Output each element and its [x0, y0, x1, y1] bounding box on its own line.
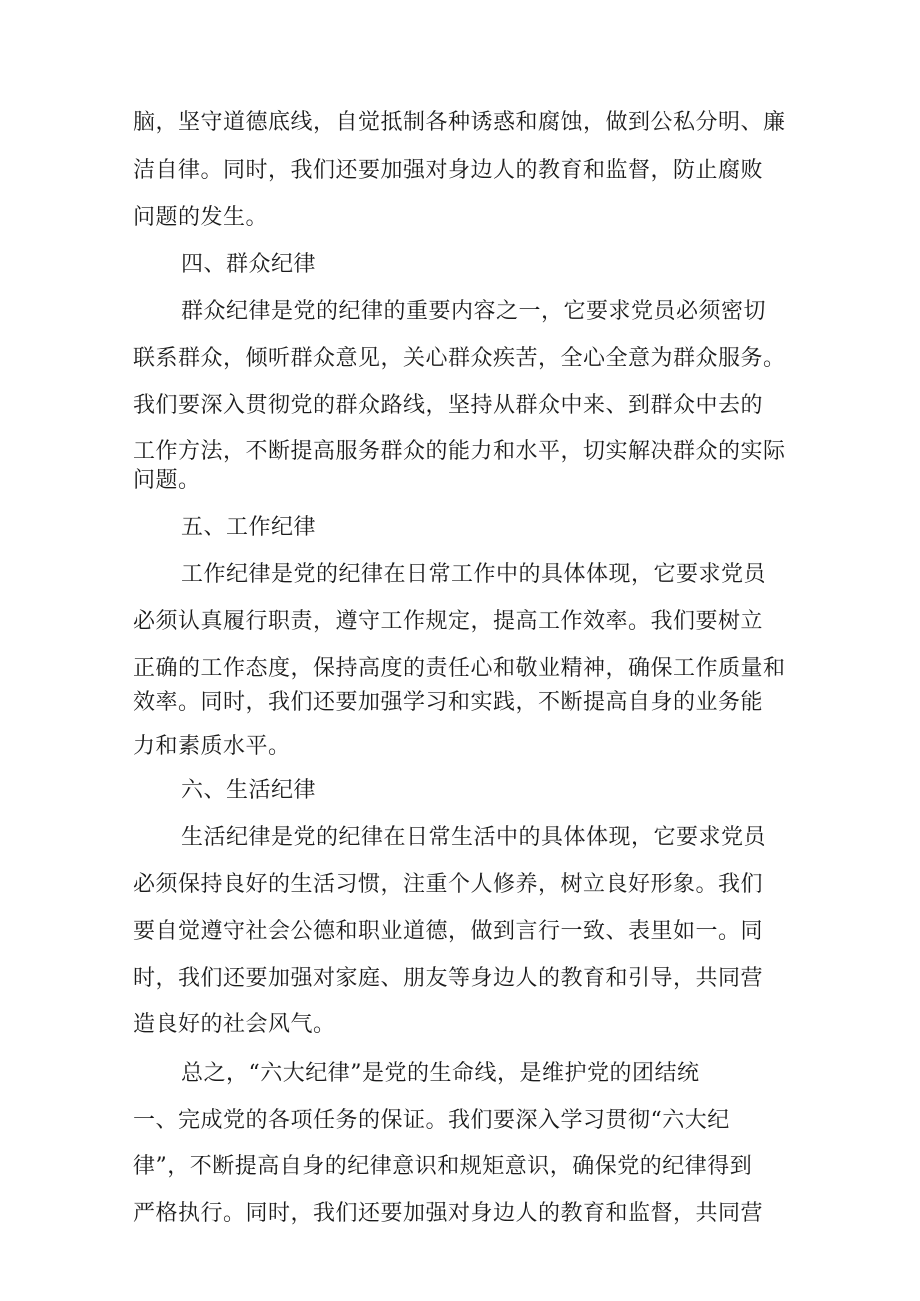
paragraph-line: 总之，“六大纪律”是党的生命线，是维护党的团结统 [181, 1061, 700, 1086]
paragraph-line: 效率。同时，我们还要加强学习和实践，不断提高自身的业务能 [133, 690, 764, 715]
paragraph-line: 力和素质水平。 [133, 734, 291, 759]
paragraph-line: 脑，坚守道德底线，自觉抵制各种诱惑和腐蚀，做到公私分明、廉 [133, 110, 786, 135]
paragraph-line: 律”，不断提高自身的纪律意识和规矩意识，确保党的纪律得到 [133, 1154, 753, 1179]
paragraph-line: 工作纪律是党的纪律在日常工作中的具体体现，它要求党员 [181, 562, 767, 587]
paragraph-line: 洁自律。同时，我们还要加强对身边人的教育和监督，防止腐败 [133, 158, 764, 183]
paragraph-line: 生活纪律是党的纪律在日常生活中的具体体现，它要求党员 [181, 825, 767, 850]
paragraph-line: 一、完成党的各项任务的保证。我们要深入学习贯彻“六大纪 [133, 1108, 730, 1133]
paragraph-line: 要自觉遵守社会公德和职业道德，做到言行一致、表里如一。同 [133, 919, 764, 944]
paragraph-line: 造良好的社会风气。 [133, 1012, 336, 1037]
paragraph-line: 问题的发生。 [133, 205, 269, 230]
paragraph-line: 严格执行。同时，我们还要加强对身边人的教育和监督，共同营 [133, 1201, 764, 1226]
paragraph-line: 群众纪律是党的纪律的重要内容之一，它要求党员必须密切 [181, 299, 767, 324]
paragraph-line: 工作方法，不断提高服务群众的能力和水平，切实解决群众的实际 [133, 439, 786, 464]
paragraph-line: 我们要深入贯彻党的群众路线，坚持从群众中来、到群众中去的 [133, 393, 764, 418]
paragraph-line: 正确的工作态度，保持高度的责任心和敬业精神，确保工作质量和 [133, 656, 786, 681]
paragraph-line: 时，我们还要加强对家庭、朋友等身边人的教育和引导，共同营 [133, 966, 764, 991]
paragraph-line: 联系群众，倾听群众意见，关心群众疾苦，全心全意为群众服务。 [133, 346, 786, 371]
section-heading: 六、生活纪律 [181, 778, 317, 803]
paragraph-line: 必须认真履行职责，遵守工作规定，提高工作效率。我们要树立 [133, 609, 764, 634]
paragraph-line: 问题。 [133, 468, 201, 493]
paragraph-line: 必须保持良好的生活习惯，注重个人修养，树立良好形象。我们 [133, 872, 764, 897]
section-heading: 五、工作纪律 [181, 515, 317, 540]
section-heading: 四、群众纪律 [181, 252, 317, 277]
